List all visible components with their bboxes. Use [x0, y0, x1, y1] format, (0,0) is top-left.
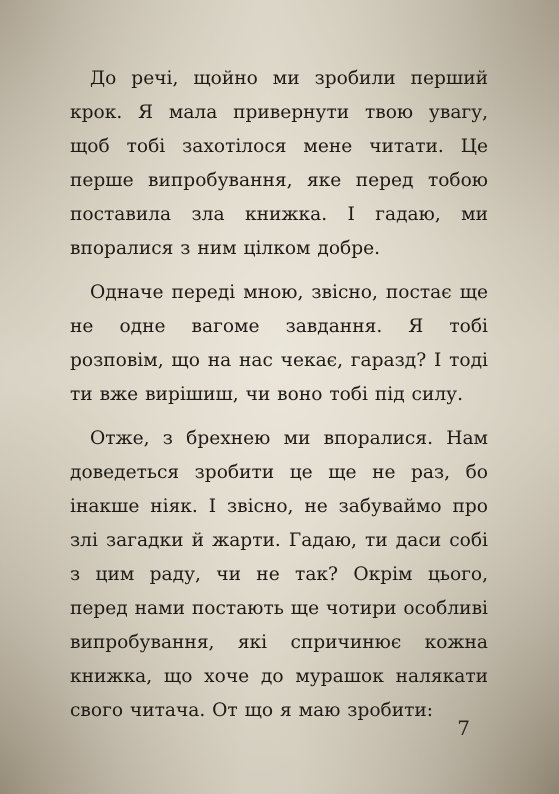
paragraph-1: До речі, щойно ми зробили перший крок. Я мала привернути твою увагу, щоб тобі захотілося мене читати. Це перше випробування, яке перед тобою поставила зла книжка. І гадаю, ми впоралися з ним цілком добре.: [70, 68, 488, 259]
body-text: [70, 62, 488, 738]
page-number: 7: [457, 716, 470, 740]
paragraph-2: Одначе переді мною, звісно, постає ще не одне вагоме завдання. Я тобі розповім, що на нас чекає, гаразд? І тоді ти вже вирішиш, чи воно тобі під силу.: [70, 282, 488, 405]
paragraph-3: Отже, з брехнею ми впоралися. Нам доведеться зробити це ще не раз, бо інакше ніяк. І звісно, не забуваймо про злі загадки й жарти. Гадаю, ти даси собі з цим раду, чи не так? Окрім цього, перед нами постають ще чотири особливі випробування, які спричинює кожна книжка, що хоче до мурашок налякати свого читача. От що я маю зробити:: [70, 428, 488, 721]
